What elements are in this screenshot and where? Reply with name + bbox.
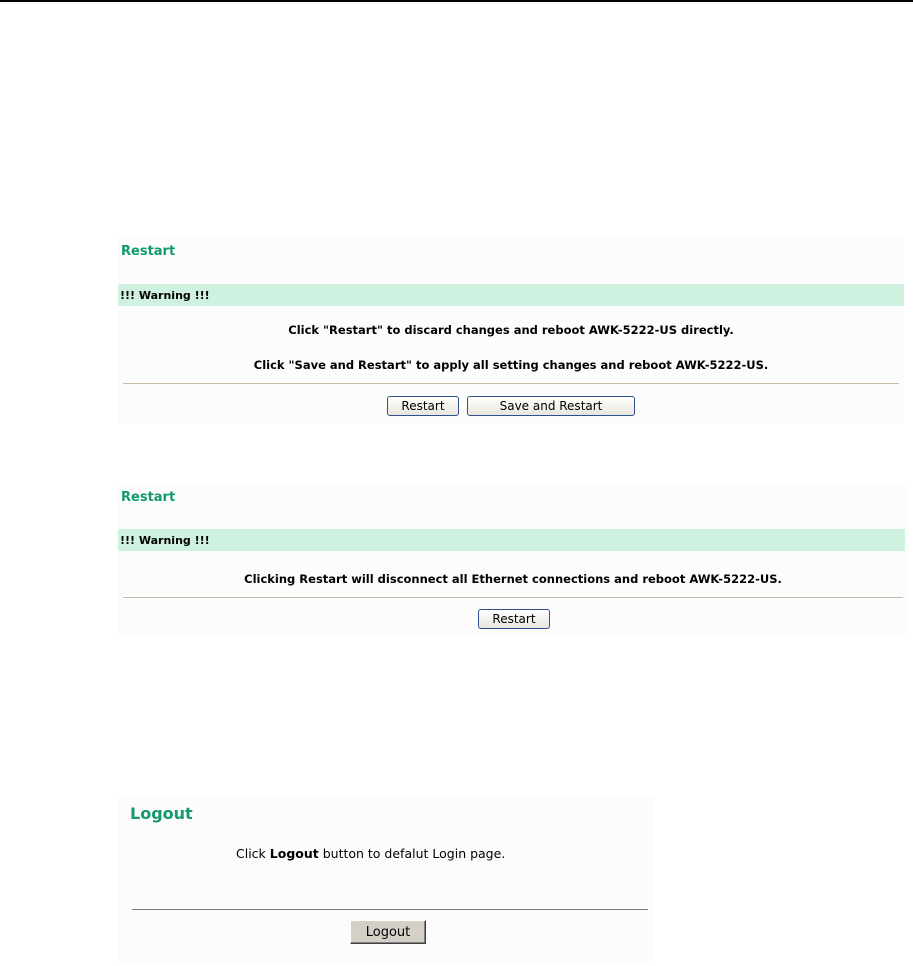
divider	[123, 597, 903, 599]
save-and-restart-button[interactable]: Save and Restart	[467, 396, 635, 416]
warning-bar: !!! Warning !!!	[118, 284, 904, 306]
restart-description: Click "Restart" to discard changes and reboot AWK-5222-US directly.	[288, 323, 734, 337]
restart-panel	[118, 484, 908, 636]
logout-panel	[118, 796, 654, 962]
save-restart-description: Click "Save and Restart" to apply all setting changes and reboot AWK-5222-US.	[253, 358, 769, 372]
restart-description: Clicking Restart will disconnect all Ethernet connections and reboot AWK-5222-US.	[244, 572, 782, 586]
logout-description	[236, 846, 505, 861]
panel-title: Restart	[121, 244, 176, 259]
panel-title: Logout	[130, 804, 193, 823]
divider	[132, 909, 648, 910]
logout-description-prefix: Click	[236, 846, 270, 861]
page-top-rule	[0, 0, 913, 2]
logout-description-bold: Logout	[269, 846, 319, 861]
warning-bar: !!! Warning !!!	[118, 529, 905, 551]
restart-panel-save	[118, 238, 904, 424]
logout-button[interactable]: Logout	[350, 920, 426, 944]
logout-description-suffix: button to defalut Login page.	[318, 846, 506, 861]
restart-button[interactable]: Restart	[478, 609, 550, 629]
restart-button[interactable]: Restart	[387, 396, 459, 416]
divider	[123, 383, 899, 385]
panel-title: Restart	[121, 490, 176, 505]
